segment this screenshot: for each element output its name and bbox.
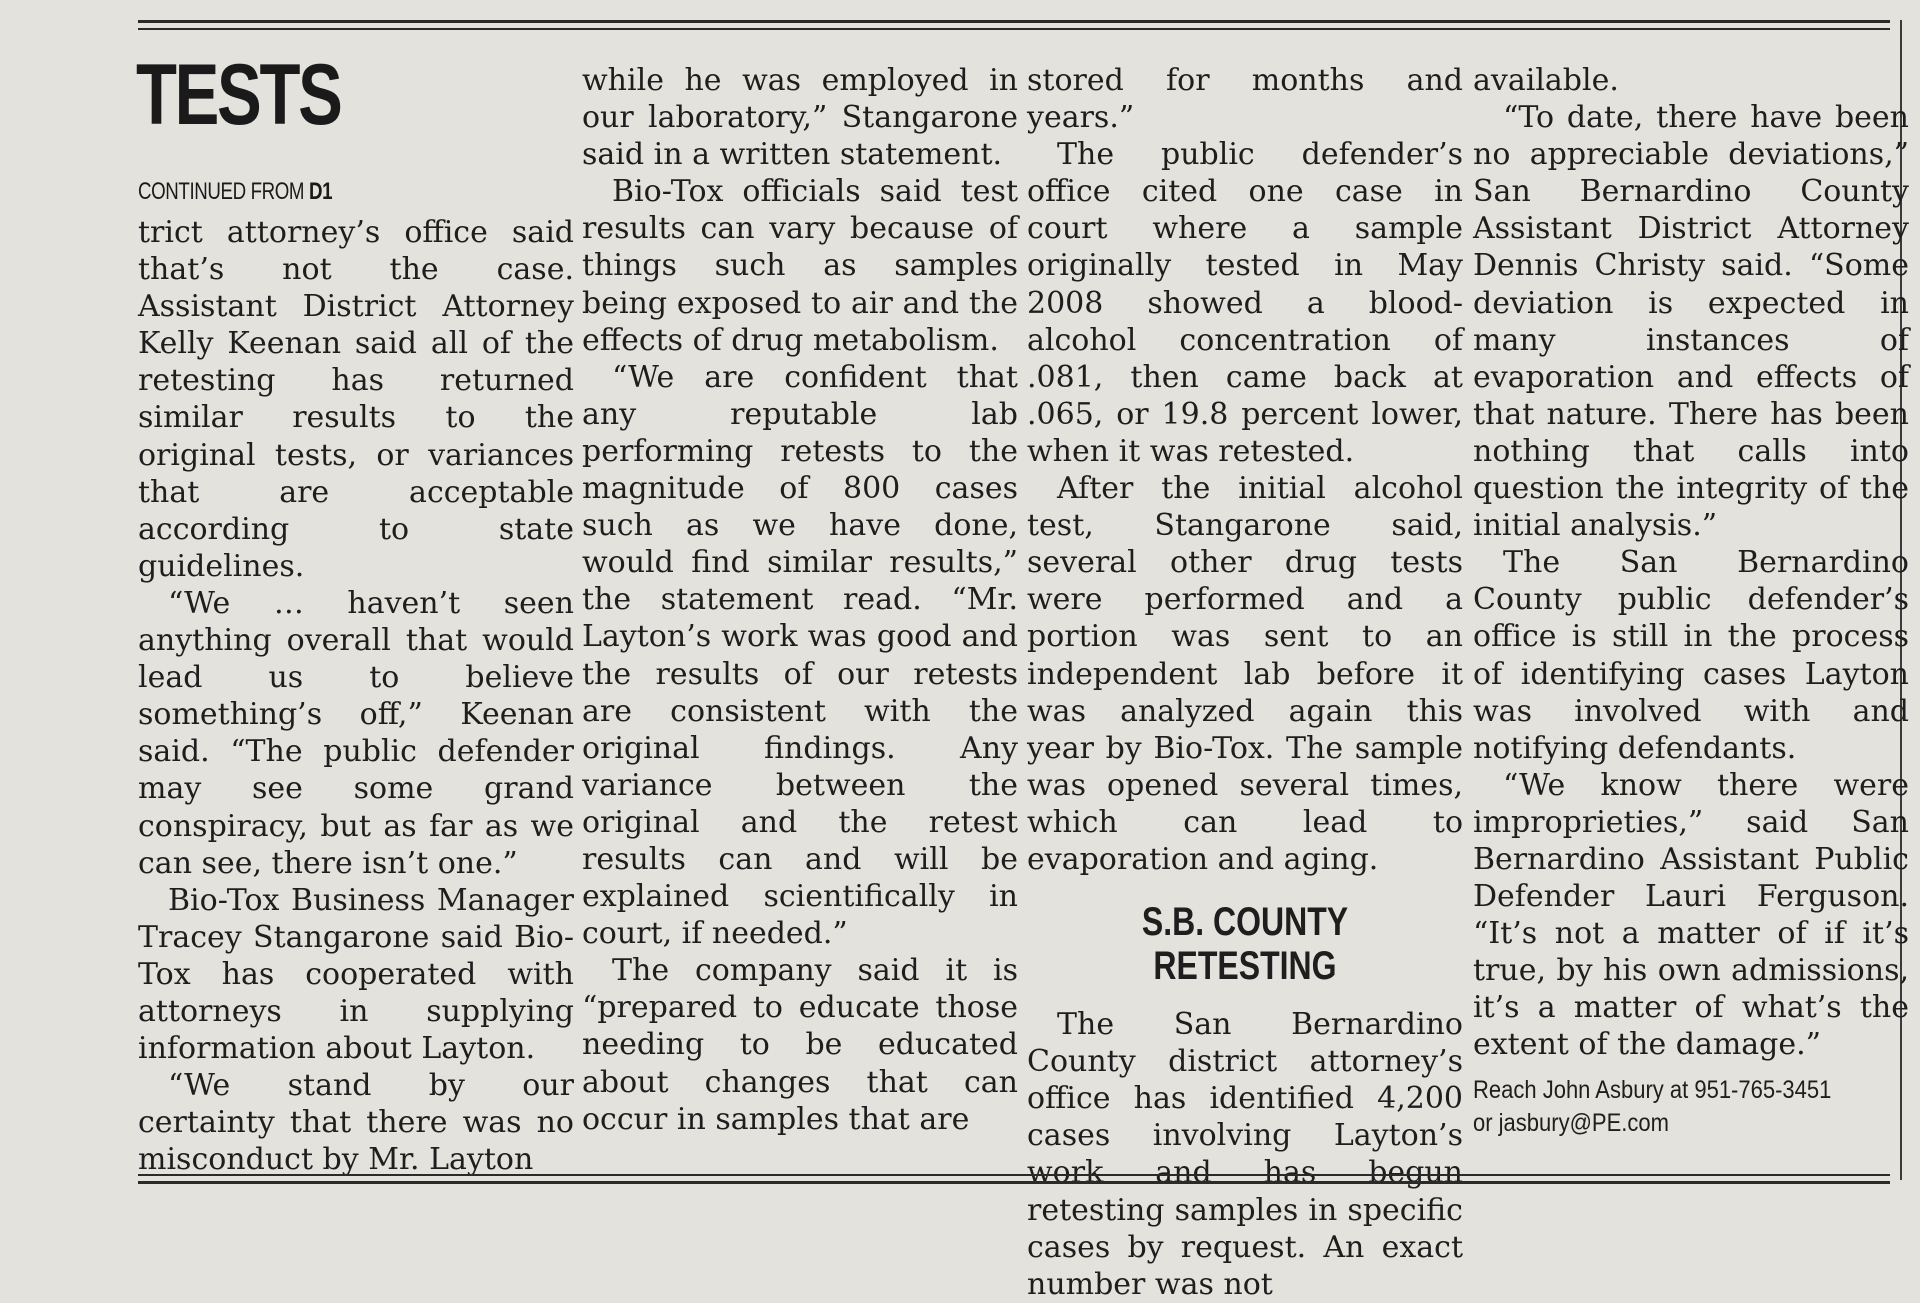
headline: TESTS: [136, 47, 341, 143]
paragraph: “To date, there have been no appreciable deviations,” San Bernardino County Assistant District Attorney Dennis Christy said. “Some deviation is expected in many instances of evaporation and effects of that nature. There has been nothing that calls into question the integrity of the initial analysis.”: [1473, 100, 1909, 544]
paragraph: while he was employed in our laboratory,” Stangarone said in a written statement.: [582, 63, 1018, 173]
paragraph: “We stand by our certainty that there was no misconduct by Mr. Layton: [138, 1068, 574, 1178]
paragraph: The San Bernardino County public defender’s office is still in the process of identifying cases Layton was involved with and notifying defendants.: [1473, 545, 1909, 766]
paragraph: Bio-Tox officials said test results can vary because of things such as samples being exposed to air and the effects of drug metabolism.: [582, 174, 1018, 358]
top-rule: [138, 20, 1890, 30]
column-1: [138, 214, 574, 1178]
paragraph: “We … haven’t seen anything overall that would lead us to believe something’s off,” Keenan said. “The public defender may see some grand conspiracy, but as far as we can see, there isn’t one.”: [138, 585, 574, 881]
paragraph: The San Bernardino County district attorney’s office has identified 4,200 cases involving Layton’s work and has begun retesting samples in specific cases by request. An exact number was not: [1027, 1007, 1463, 1302]
bottom-rule: [138, 1174, 1890, 1184]
contact-email: or jasbury@PE.com: [1473, 1108, 1669, 1137]
paragraph: stored for months and years.”: [1027, 63, 1463, 136]
subheading: [1027, 900, 1463, 988]
reporter-contact: [1473, 1074, 1909, 1140]
paragraph: “We know there were improprieties,” said San Bernardino Assistant Public Defender Lauri Ferguson. “It’s not a matter of if it’s true, by his own admissions, it’s a matter of what’s the extent of the damage.”: [1473, 767, 1909, 1063]
subheading-text: S.B. COUNTY RETESTING: [1141, 900, 1349, 989]
paragraph: The company said it is “prepared to educate those needing to be educated about changes that can occur in samples that are: [582, 953, 1018, 1137]
paragraph: “We are confident that any reputable lab performing retests to the magnitude of 800 cases such as we have done, would find similar results,” the statement read. “Mr. Layton’s work was good and the results of our retests are consistent with the original findings. Any variance between the original and the retest results can and will be explained scientifically in court, if needed.”: [582, 359, 1018, 952]
column-3: [1027, 62, 1463, 1303]
continued-page: D1: [308, 178, 333, 205]
paragraph: The public defender’s office cited one case in court where a sample originally tested in May 2008 showed a blood-alcohol concentration of .081, then came back at .065, or 19.8 percent lower, when it was retested.: [1027, 137, 1463, 469]
paragraph: Bio-Tox Business Manager Tracey Stangarone said Bio-Tox has cooperated with attorneys in supplying information about Layton.: [138, 882, 574, 1067]
paragraph: trict attorney’s office said that’s not the case. Assistant District Attorney Kelly Keenan said all of the retesting has returned similar results to the original tests, or variances that are acceptable according to state guidelines.: [138, 215, 574, 584]
paragraph: After the initial alcohol test, Stangarone said, several other drug tests were performed and a portion was sent to an independent lab before it was analyzed again this year by Bio-Tox. The sample was opened several times, which can lead to evaporation and aging.: [1027, 471, 1463, 877]
contact-phone: Reach John Asbury at 951-765-3451: [1473, 1075, 1832, 1104]
column-4: [1473, 62, 1909, 1140]
continued-from: [138, 178, 332, 206]
paragraph: available.: [1473, 63, 1619, 98]
column-2: [582, 62, 1018, 1138]
continued-label: CONTINUED FROM: [138, 178, 305, 205]
